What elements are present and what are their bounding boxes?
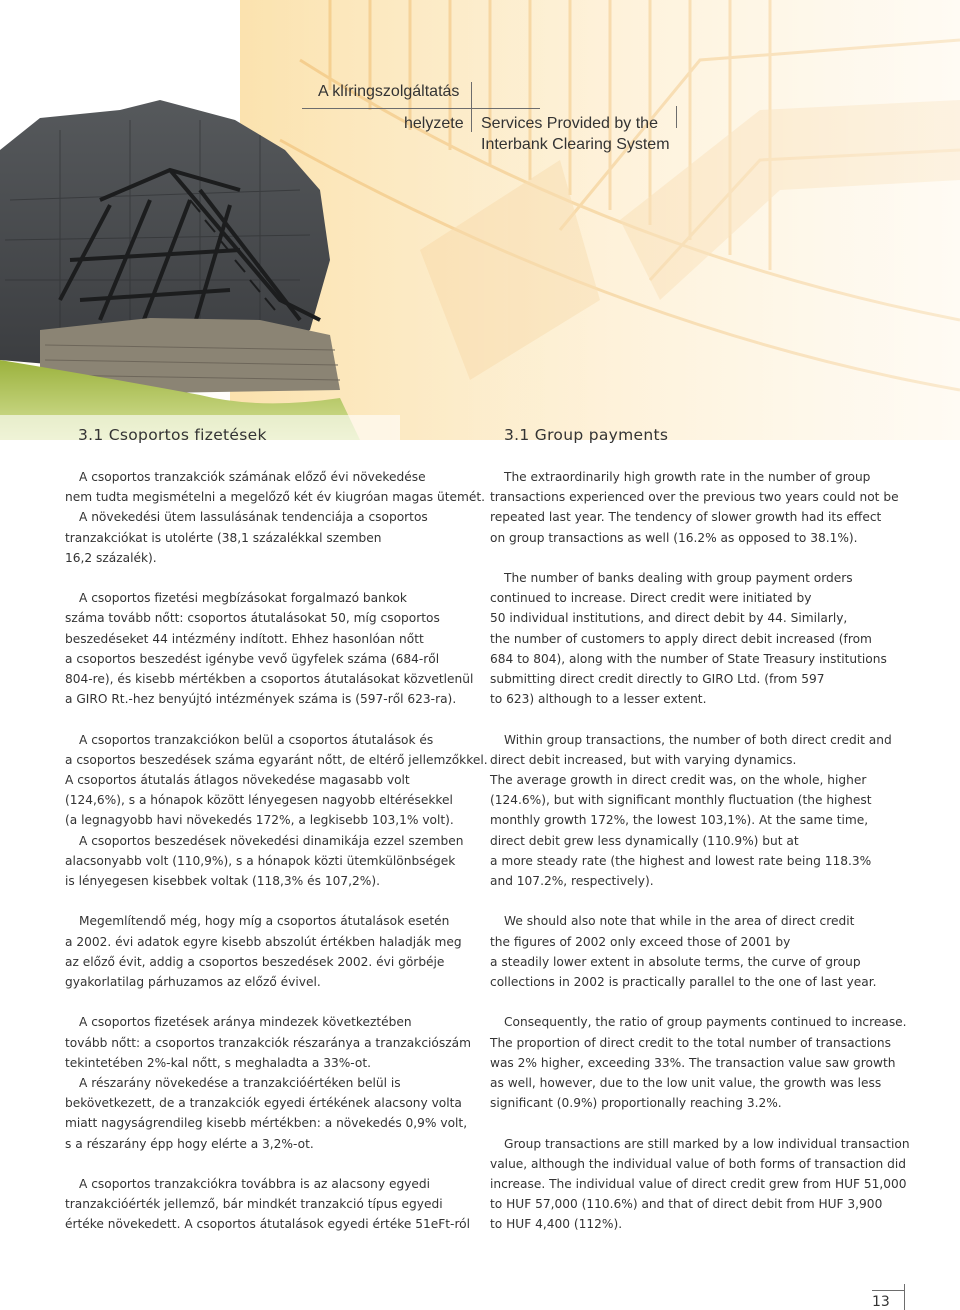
paragraph-hu-2 bbox=[65, 588, 474, 709]
text-line: A csoportos fizetések aránya mindezek következtében bbox=[79, 1015, 412, 1030]
text-line: (a legnagyobb havi növekedés 172%, a legkisebb 103,1% volt). bbox=[65, 813, 454, 828]
text-line: The extraordinarily high growth rate in the number of group bbox=[504, 470, 871, 484]
column-hungarian bbox=[65, 467, 488, 1235]
text-line: A csoportos beszedések növekedési dinamikája ezzel szemben bbox=[79, 833, 464, 848]
paragraph-en-6 bbox=[490, 1134, 910, 1235]
text-line: s a részarány épp hogy elérte a 3,2%-ot. bbox=[65, 1136, 314, 1151]
paragraph-hu-3 bbox=[65, 730, 488, 892]
text-line: as well, however, due to the low unit value, the growth was less bbox=[490, 1076, 882, 1091]
text-line: tranzakciókat is utolérte (38,1 százalékkal szemben bbox=[65, 530, 382, 545]
text-line: A csoportos tranzakciókon belül a csoportos átutalások és bbox=[79, 732, 434, 747]
section-title-en: 3.1 Group payments bbox=[504, 426, 669, 444]
text-line: értéke növekedett. A csoportos átutalások egyedi értéke 51eFt-ról bbox=[65, 1217, 471, 1232]
text-line: az előző évit, addig a csoportos beszedések 2002. évi görbéje bbox=[65, 954, 445, 969]
paragraph-hu-4 bbox=[65, 911, 465, 992]
text-line: A csoportos átutalás átlagos növekedése magasabb volt bbox=[65, 773, 410, 788]
text-line: We should also note that while in the area of direct credit bbox=[504, 914, 855, 929]
footer-rule-vertical bbox=[904, 1284, 905, 1310]
text-line: significant (0.9%) proportionally reaching 3.2%. bbox=[490, 1096, 782, 1111]
text-line: Megemlítendő még, hogy míg a csoportos átutalások esetén bbox=[79, 914, 450, 929]
text-line: A csoportos tranzakciókra továbbra is az alacsony egyedi bbox=[79, 1177, 431, 1192]
text-line: The number of banks dealing with group payment orders bbox=[504, 571, 853, 585]
text-line: a 2002. évi adatok egyre kisebb abszolút értékben haladják meg bbox=[65, 934, 462, 949]
text-line: monthly growth 172%, the lowest 103,1%). At the same time, bbox=[490, 813, 869, 828]
text-line: A csoportos fizetési megbízásokat forgalmazó bankok bbox=[79, 591, 407, 606]
text-line: and 107.2%, respectively). bbox=[490, 874, 654, 889]
paragraph-en-3 bbox=[490, 730, 890, 892]
text-line: the number of customers to apply direct debit increased (from bbox=[490, 631, 872, 646]
text-line: száma tovább nőtt: csoportos átutalásokat 50, míg csoportos bbox=[65, 611, 440, 626]
text-line: continued to increase. Direct credit were initiated by bbox=[490, 591, 812, 606]
paragraph-hu-5 bbox=[65, 1012, 471, 1153]
paragraph-en-4 bbox=[490, 911, 890, 992]
header-rule-right bbox=[676, 106, 677, 128]
text-line: 50 individual institutions, and direct debit by 44. Similarly, bbox=[490, 611, 848, 626]
text-line: on group transactions as well (16.2% as opposed to 38.1%). bbox=[490, 530, 858, 545]
text-line: to HUF 4,400 (112%). bbox=[490, 1217, 623, 1232]
hero-image bbox=[0, 0, 960, 440]
text-line: direct debit increased, but with varying dynamics. bbox=[490, 752, 797, 767]
text-line: transactions experienced over the previous two years could not be bbox=[490, 490, 899, 505]
header-title-hu-line2: helyzete bbox=[404, 115, 464, 132]
text-line: value, although the individual value of both forms of transaction did bbox=[490, 1156, 906, 1171]
castle-ruin-illustration bbox=[0, 0, 960, 440]
text-line: a csoportos beszedést igénybe vevő ügyfelek száma (684-ről bbox=[65, 651, 440, 666]
text-line: The average growth in direct credit was, on the whole, higher bbox=[490, 773, 867, 788]
header-rule-top bbox=[302, 108, 540, 109]
text-line: a steadily lower extent in absolute terms, the curve of group bbox=[490, 954, 861, 969]
text-line: (124,6%), s a hónapok között lényegesen nagyobb eltérésekkel bbox=[65, 793, 453, 808]
paragraph-en-1 bbox=[490, 467, 899, 548]
header-title-hu-line1: A klíringszolgáltatás bbox=[318, 83, 460, 100]
text-line: a GIRO Rt.-hez benyújtó intézmények száma is (597-ről 623-ra). bbox=[65, 692, 457, 707]
section-title-hu: 3.1 Csoportos fizetések bbox=[78, 426, 267, 444]
text-line: 684 to 804), along with the number of State Treasury institutions bbox=[490, 651, 887, 666]
text-line: to HUF 57,000 (110.6%) and that of direct debit from HUF 3,900 bbox=[490, 1197, 883, 1212]
page-number: 13 bbox=[872, 1294, 890, 1310]
column-english bbox=[490, 467, 910, 1235]
text-line: A részarány növekedése a tranzakcióértéken belül is bbox=[79, 1076, 401, 1091]
text-line: tekintetében 2%-kal nőtt, s meghaladta a 33%-ot. bbox=[65, 1055, 372, 1070]
text-line: was 2% higher, exceeding 33%. The transaction value saw growth bbox=[490, 1055, 896, 1070]
text-line: miatt nagyságrendileg kisebb mértékben: a növekedés 0,9% volt, bbox=[65, 1116, 468, 1131]
footer-rule-horizontal bbox=[872, 1290, 905, 1291]
header-rule-vertical bbox=[471, 82, 472, 132]
text-line: Group transactions are still marked by a low individual transaction bbox=[504, 1136, 910, 1151]
text-line: repeated last year. The tendency of slower growth had its effect bbox=[490, 510, 882, 525]
text-line: a csoportos beszedések száma egyaránt nőtt, de eltérő jellemzőkkel. bbox=[65, 752, 488, 767]
text-line: 16,2 százalék). bbox=[65, 550, 157, 565]
paragraph-hu-6 bbox=[65, 1174, 471, 1235]
text-line: tranzakcióérték jellemző, bár mindkét tranzakció típus egyedi bbox=[65, 1197, 443, 1212]
text-line: Within group transactions, the number of both direct credit and bbox=[504, 732, 892, 747]
text-line: collections in 2002 is practically parallel to the one of last year. bbox=[490, 975, 877, 990]
text-line: the figures of 2002 only exceed those of 2001 by bbox=[490, 934, 791, 949]
paragraph-en-2 bbox=[490, 568, 890, 709]
text-line: nem tudta megismételni a megelőző két év kiugróan magas ütemét. bbox=[65, 490, 486, 505]
header-title-en-line2: Interbank Clearing System bbox=[481, 136, 670, 153]
text-line: tovább nőtt: a csoportos tranzakciók részaránya a tranzakciószám bbox=[65, 1035, 471, 1050]
text-line: The proportion of direct credit to the total number of transactions bbox=[490, 1035, 891, 1050]
text-line: increase. The individual value of direct credit grew from HUF 51,000 bbox=[490, 1177, 907, 1192]
paragraph-hu-1 bbox=[65, 467, 486, 568]
text-line: bekövetkezett, de a tranzakciók egyedi értékének alacsony volta bbox=[65, 1096, 462, 1111]
text-line: 804-re), és kisebb mértékben a csoportos átutalásokat közvetlenül bbox=[65, 672, 474, 687]
text-line: alacsonyabb volt (110,9%), s a hónapok közti ütemkülönbségek bbox=[65, 853, 456, 868]
text-line: is lényegesen kisebbek voltak (118,3% és 107,2%). bbox=[65, 874, 380, 889]
text-line: A növekedési ütem lassulásának tendenciája a csoportos bbox=[79, 510, 428, 525]
text-line: Consequently, the ratio of group payments continued to increase. bbox=[504, 1015, 907, 1030]
paragraph-en-5 bbox=[490, 1012, 907, 1113]
text-line: beszedéseket 44 intézmény indított. Ehhez hasonlóan nőtt bbox=[65, 631, 424, 646]
text-line: submitting direct credit directly to GIRO Ltd. (from 597 bbox=[490, 672, 825, 687]
text-line: direct debit grew less dynamically (110.9%) but at bbox=[490, 833, 799, 848]
text-line: to 623) although to a lesser extent. bbox=[490, 692, 707, 707]
text-line: (124.6%), but with significant monthly fluctuation (the highest bbox=[490, 793, 872, 808]
text-line: gyakorlatilag párhuzamos az előző évivel. bbox=[65, 975, 321, 990]
header-title-en-line1: Services Provided by the bbox=[481, 115, 658, 132]
text-line: A csoportos tranzakciók számának előző évi növekedése bbox=[79, 470, 426, 484]
text-line: a more steady rate (the highest and lowest rate being 118.3% bbox=[490, 853, 872, 868]
